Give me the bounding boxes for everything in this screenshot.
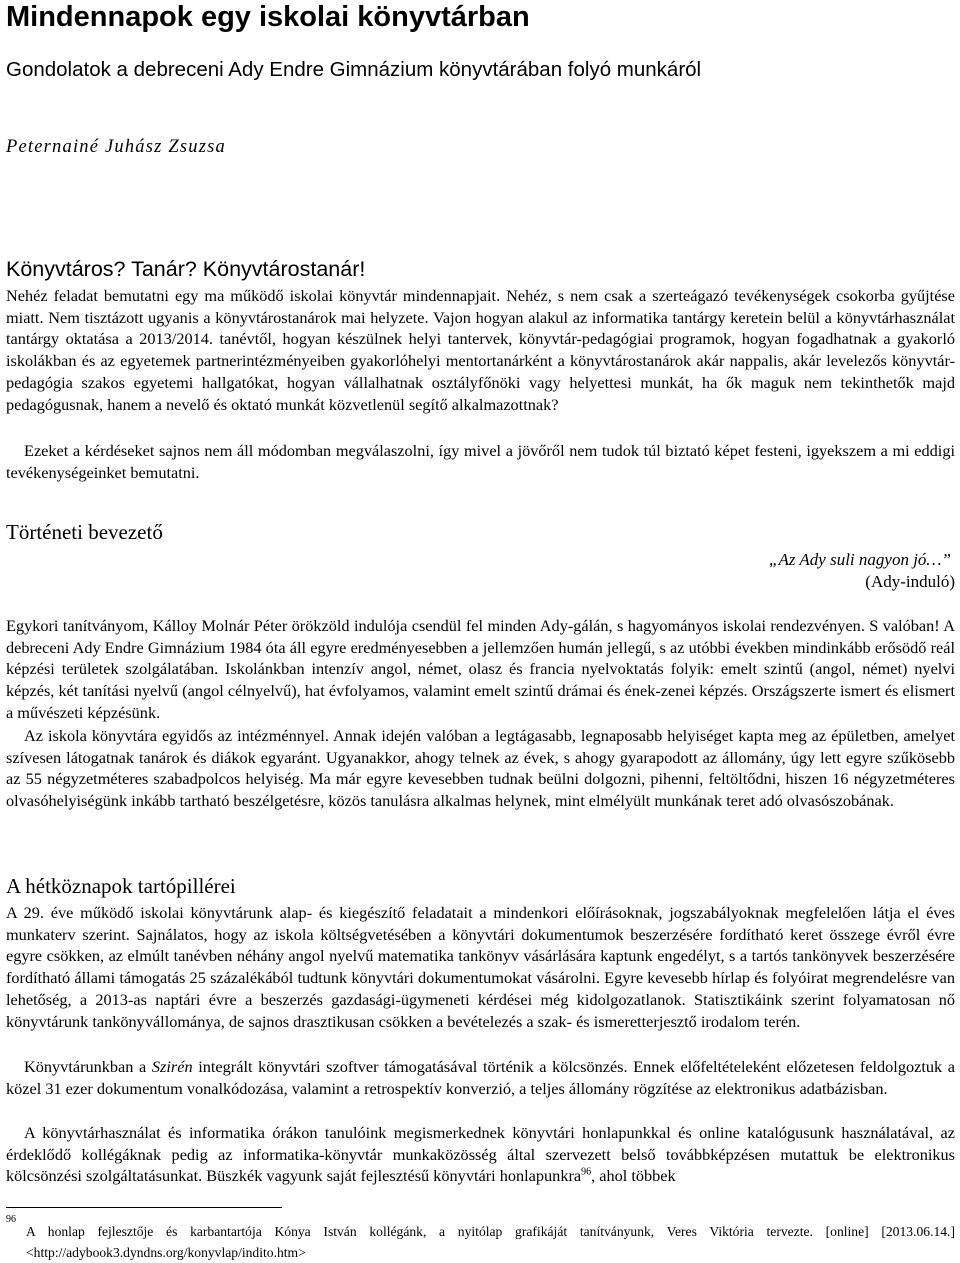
history-paragraph-2: Az iskola könyvtára egyidős az intézménnyel. Annak idején valóban a legtágasabb, legnaposabb helyiséget kapta meg az épületben, amelyet szívesen látogatnak tanárok és diákok egyaránt. Ugyanakkor, ahogy telnek az évek, s ahogy gyarapodott az állomány, úgy lett egyre szűkösebb az 55 négyzetméteres szabadpolcos helyiség. Ma már egyre kevesebben tudnak beülni dolgozni, pihenni, feltöltődni, hiszen 16 négyzetméteres olvasóhelyiségünk inkább tartható beszélgetésre, közös tanulásra alkalmas helynek, mint elmélyült munkának teret adó olvasószobának.	[6, 726, 955, 811]
intro-paragraph-2: Ezeket a kérdéseket sajnos nem áll módomban megválaszolni, így mivel a jövőről nem tudok túl biztató képet festeni, igyekszem a mi eddigi tevékenységeinket bemutatni.	[6, 441, 955, 482]
software-name: Szirén	[151, 1057, 193, 1076]
section-intro-heading: Könyvtáros? Tanár? Könyvtárostanár!	[6, 257, 366, 281]
history-paragraph-1: Egykori tanítványom, Kálloy Molnár Péter örökzöld indulója csendül fel minden Ady-gálán, s hagyományos iskolai rendezvényen. S valóban! A debreceni Ady Endre Gimnázium 1984 óta áll egyre eredményesebben a jellemzően humán jellegű, s az utóbbi években mindinkább erősödő reál képzési területek szolgálatában. Iskolánkban intenzív angol, német, olasz és francia nyelvoktatás folyik: emelt szintű (angol, német) nyelvi képzés, két tanítási nyelvű (angol célnyelvű), hat évfolyamos, valamint emelt szintű drámai és ének-zenei képzés. Országszerte ismert és elismert a művészeti képzésünk.	[6, 616, 955, 722]
footnote-divider	[6, 1207, 282, 1208]
footnote-number: 96	[6, 1214, 16, 1225]
article-author: Peternainé Juhász Zsuzsa	[6, 137, 226, 157]
pillars-paragraph-1: A 29. éve működő iskolai könyvtárunk alap- és kiegészítő feladatait a mindenkori előírásoknak, jogszabályoknak megfelelően látja el éves munkaterv szerint. Sajnálatos, hogy az iskola költségvetésében a könyvtári dokumentumok beszerzésére fordítható keret összege évről évre egyre csökken, az elmúlt tanévben néhány angol nyelvű matematika tankönyv vásárlására kaptunk engedélyt, s a tartós tankönyvek beszerzésére fordítható állami támogatás 25 százalékából tudtunk könyvtári dokumentumokat vásárolni. Egyre kevesebb hírlap és folyóirat megrendelésre van lehetőség, a 2013-as naptári évre a beszerzés gazdasági-ügymeneti kérdései még kidolgozatlanok. Statisztikáink szerint folyamatosan nő könyvtárunk tankönyvállománya, de sajnos drasztikusan csökken a bevételezés a szak- és ismeretterjesztő irodalom terén.	[6, 903, 955, 1031]
pillars-paragraph-3-start: A könyvtárhasználat és informatika órákon tanulóink megismerkednek könyvtári honlapunkkal és online katalógusunk használatával, az érdeklődő kollégáknak pedig az informatika-könyvtár munkaközösség által szervezett belső továbbképzésen mutattuk be elektronikus kölcsönzési szolgáltatásunkat. Büszkék vagyunk saját fejlesztésű könyvtári honlapunkra	[6, 1123, 955, 1186]
pillars-paragraph-2	[6, 1056, 955, 1099]
footnote-reference[interactable]: 96	[581, 1166, 592, 1178]
section-pillars-heading: A hétköznapok tartópillérei	[6, 874, 236, 898]
pillars-paragraph-3-end: , ahol többek	[591, 1166, 676, 1186]
footnote-text: A honlap fejlesztője és karbantartója Kónya István kollégánk, a nyitólap grafikáját tanítványunk, Veres Viktória tervezte. [online] [2013.06.14.] <http://adybook3.dyndns.org/konyvlap/indito.htm>	[26, 1224, 955, 1260]
motto-source: (Ady-induló)	[865, 572, 955, 591]
intro-paragraph-1: Nehéz feladat bemutatni egy ma működő iskolai könyvtár mindennapjait. Nehéz, s nem csak a szerteágazó tevékenységek csokorba gyűjtése miatt. Nem tisztázott ugyanis a könyvtárostanárok mai helyzete. Vajon hogyan alakul az informatika tantárgy keretein belül a könyvtárhasználat tantárgy oktatása a 2013/2014. tanévtől, hogyan készülnek helyi tantervek, könyvtár-pedagógiai programok, hogyan fogadhatnak a gyakorló iskolákban és az egyetemek partnerintézményeiben gyakorlóhelyi mentortanárként a könyvtárostanárok akár nappalis, akár levelezős könyvtár-pedagógia szakos egyetemi hallgatókat, hogyan vállalhatnak osztályfőnöki vagy helyettesi munkát, ha ők maguk nem tekinthetők majd pedagógusnak, hanem a nevelő és oktató munkát közvetlenül segítő alkalmazottnak?	[6, 286, 955, 414]
section-history-heading: Történeti bevezető	[6, 520, 163, 544]
article-title: Mindennapok egy iskolai könyvtárban	[6, 1, 530, 33]
pillars-paragraph-3	[6, 1122, 955, 1187]
pillars-paragraph-2-rest: integrált könyvtári szoftver támogatásával történik a kölcsönzés. Ennek előfeltételeként előzetesen feldolgoztuk a közel 31 ezer dokumentum vonalkódozása, valamint a retrospektív konverzió, a teljes állomány rögzítése az elektronikus adatbázisban.	[6, 1057, 955, 1098]
pillars-paragraph-2-start: Könyvtárunkban a	[24, 1057, 152, 1076]
article-subtitle: Gondolatok a debreceni Ady Endre Gimnázium könyvtárában folyó munkáról	[6, 58, 702, 81]
motto-quote: „Az Ady suli nagyon jó…”	[769, 550, 951, 569]
